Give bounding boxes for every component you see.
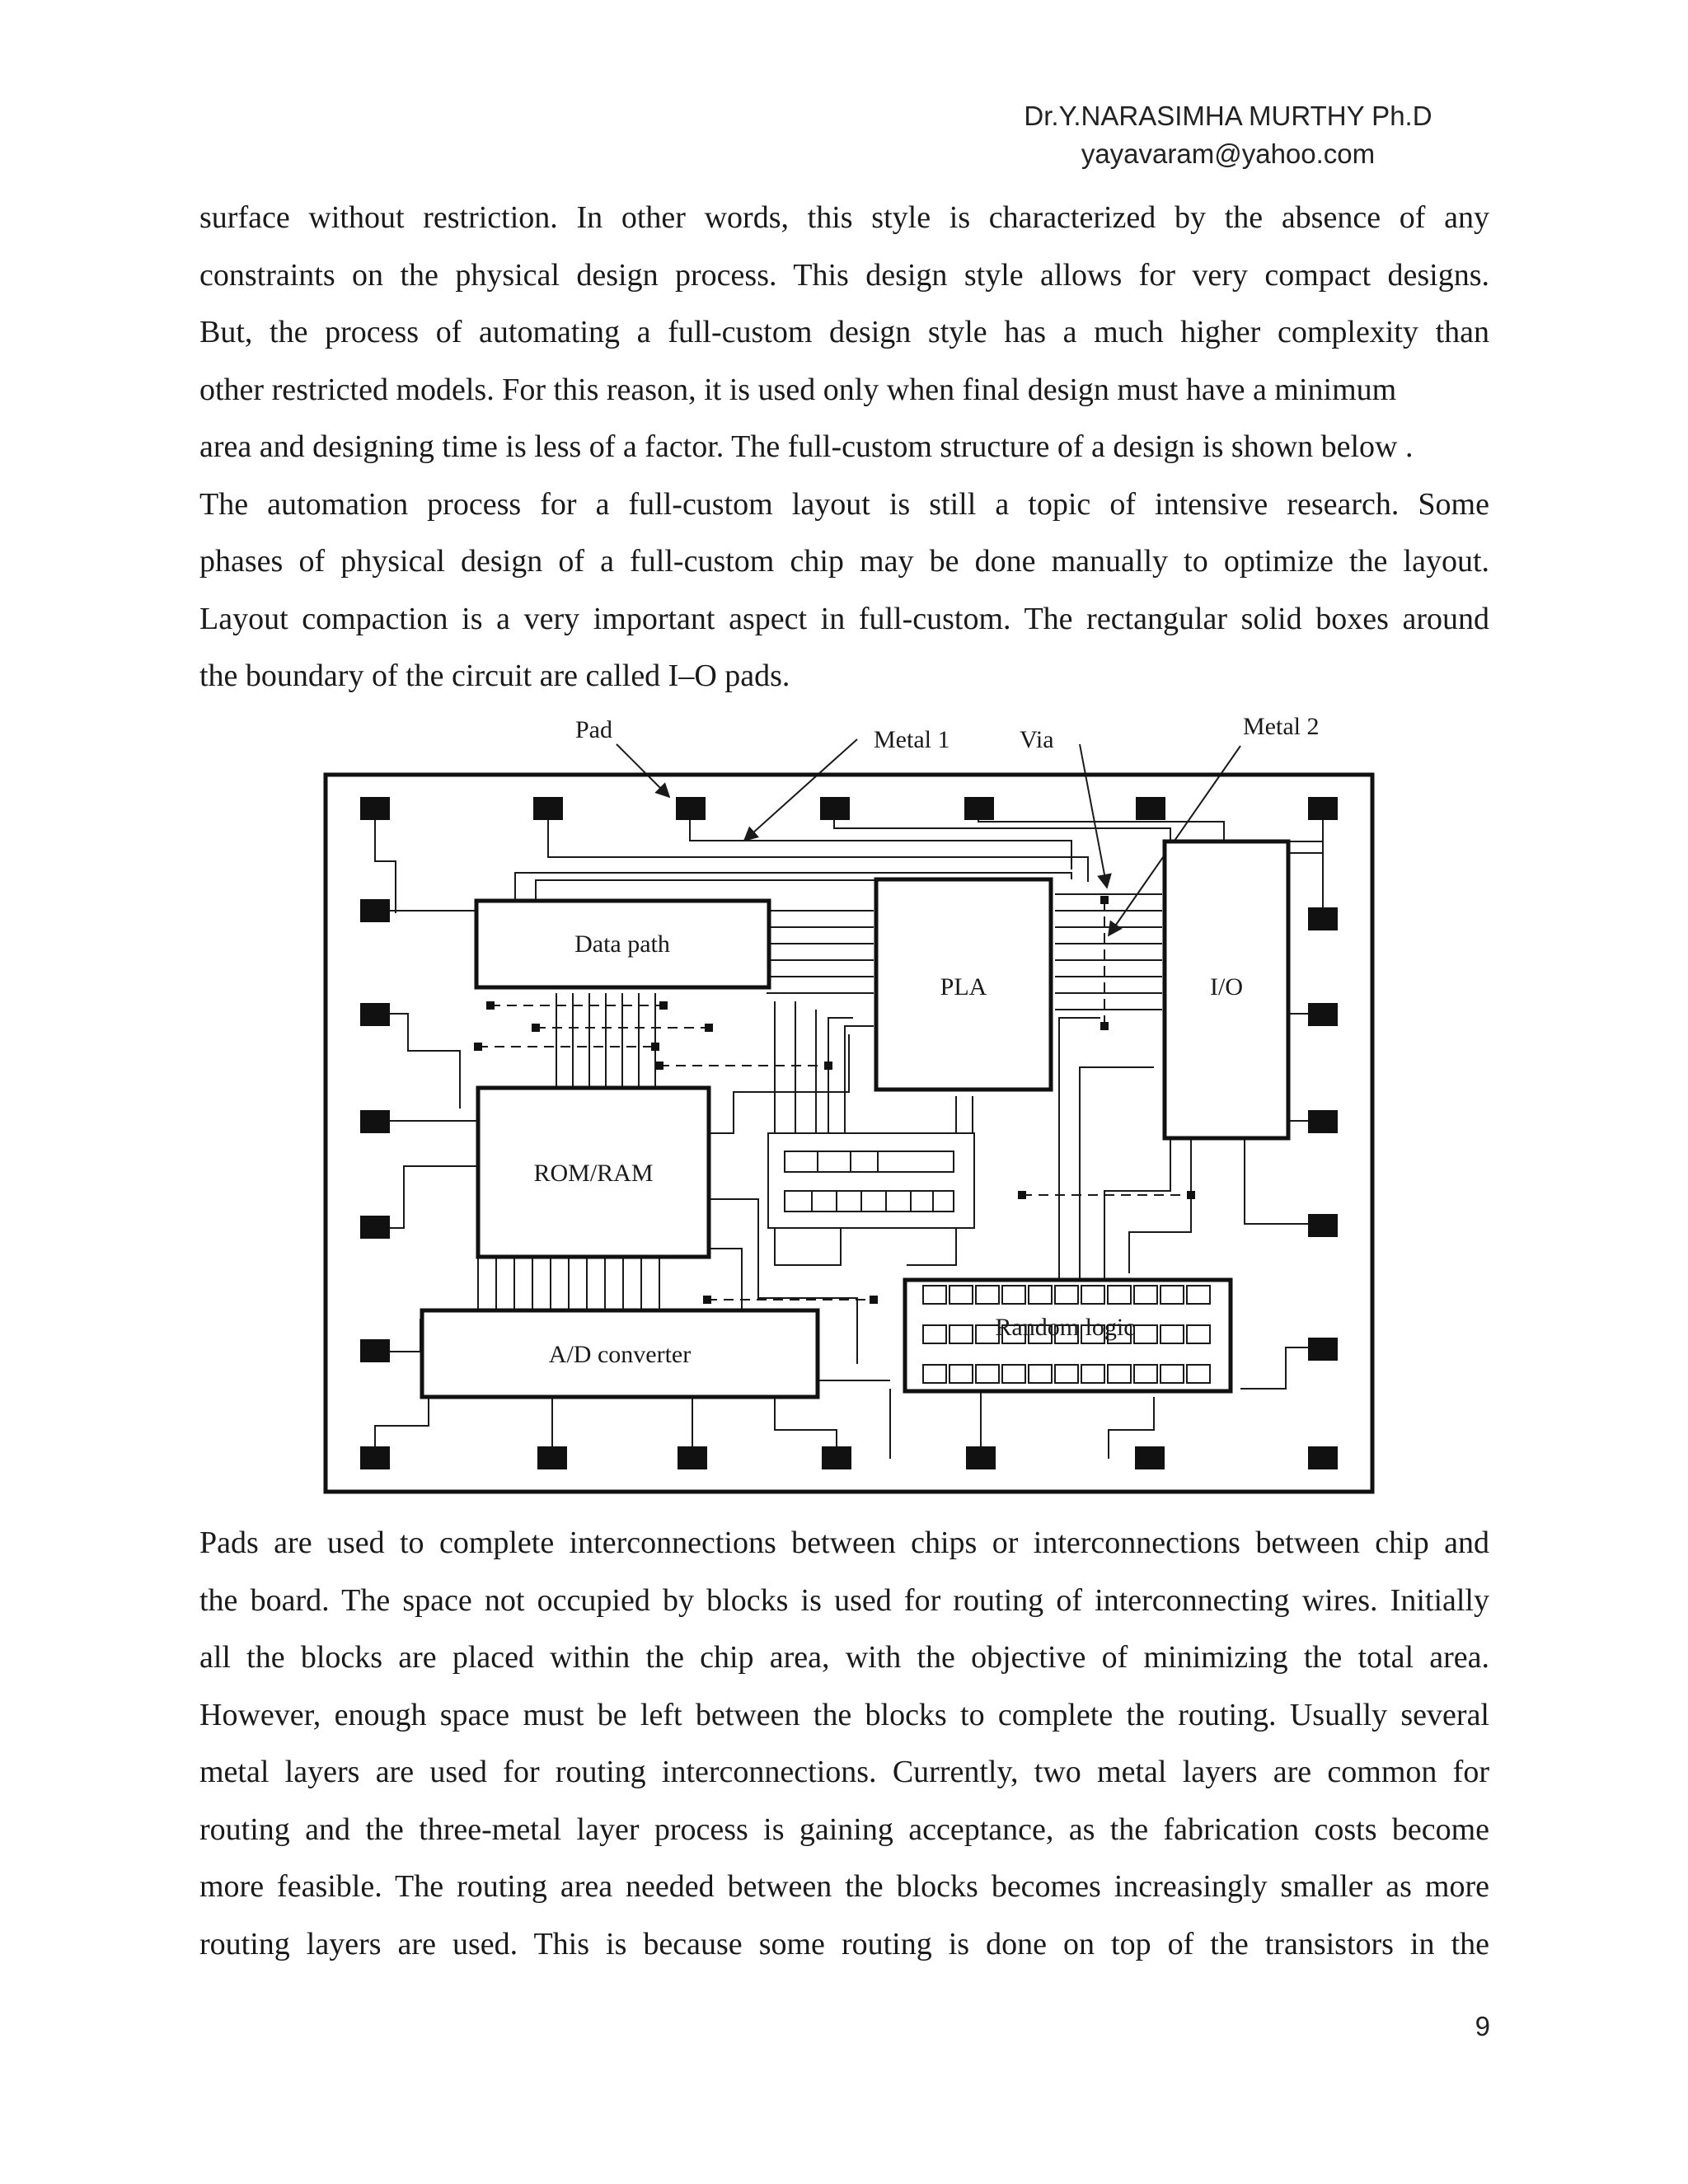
text-line: Layout compaction is a very important aspect in full-custom. The rectangular solid boxes around — [199, 601, 1489, 636]
pad — [360, 1216, 390, 1239]
pad — [360, 1003, 390, 1026]
block-romram — [478, 1088, 709, 1257]
pad — [1308, 907, 1338, 930]
pad — [360, 797, 390, 820]
body-paragraph-1 — [199, 190, 1489, 705]
text-line: other restricted models. For this reason, it is used only when final design must have a minimum — [199, 372, 1397, 407]
text-line: Pads are used to complete interconnections between chips or interconnections between chip and — [199, 1526, 1489, 1560]
pad — [1308, 1214, 1338, 1237]
text-line: surface without restriction. In other words, this style is characterized by the absence of any — [199, 200, 1489, 235]
pad — [1308, 1338, 1338, 1361]
pad — [820, 797, 850, 820]
callout-metal2: Metal 2 — [1243, 713, 1320, 740]
io-label: I/O — [1210, 973, 1243, 1001]
pad — [1136, 797, 1165, 820]
text-line: area and designing time is less of a factor. The full-custom structure of a design is shown below . — [199, 429, 1414, 464]
author-name: Dr.Y.NARASIMHA MURTHY Ph.D — [1024, 101, 1432, 131]
text-line: the boundary of the circuit are called I–O pads. — [199, 658, 790, 693]
text-line: The automation process for a full-custom layout is still a topic of intensive research. Some — [199, 486, 1489, 522]
callout-via: Via — [1020, 726, 1054, 753]
text-line: However, enough space must be left between the blocks to complete the routing. Usually several — [199, 1697, 1489, 1732]
text-line: the board. The space not occupied by blocks is used for routing of interconnecting wires. Initially — [199, 1582, 1489, 1618]
text-line: constraints on the physical design process. This design style allows for very compact designs. — [199, 257, 1489, 293]
pad — [360, 1446, 390, 1469]
pad — [966, 1446, 996, 1469]
text-line: routing and the three-metal layer process is gaining acceptance, as the fabrication costs become — [199, 1811, 1489, 1847]
page-header — [981, 97, 1475, 173]
text-line: phases of physical design of a full-custom chip may be done manually to optimize the layout. — [199, 544, 1489, 579]
pad — [964, 797, 994, 820]
full-custom-layout-figure — [313, 705, 1385, 1504]
metal1-arrow — [744, 739, 857, 841]
register-block — [768, 1133, 974, 1228]
pad — [678, 1446, 707, 1469]
datapath-label: Data path — [574, 930, 670, 958]
page-number: 9 — [1475, 2011, 1490, 2041]
body-paragraph-2 — [199, 1515, 1489, 1973]
pad — [822, 1446, 851, 1469]
via-arrow — [1080, 744, 1107, 888]
pla-label: PLA — [940, 973, 987, 1001]
pad-arrow — [617, 744, 669, 797]
block-pla — [876, 879, 1051, 1090]
pad — [1308, 1446, 1338, 1469]
text-line: metal layers are used for routing interconnections. Currently, two metal layers are common for — [199, 1755, 1489, 1789]
pad — [533, 797, 563, 820]
pad — [1308, 797, 1338, 820]
romram-label: ROM/RAM — [533, 1160, 654, 1187]
pad — [360, 1110, 390, 1133]
callout-metal1: Metal 1 — [874, 726, 950, 753]
pad — [1308, 1110, 1338, 1133]
random-logic-label: Random logic — [995, 1314, 1135, 1341]
pad — [1135, 1446, 1165, 1469]
text-line: all the blocks are placed within the chip area, with the objective of minimizing the total area. — [199, 1640, 1489, 1675]
pad — [360, 1339, 390, 1362]
block-adc — [422, 1310, 818, 1397]
text-line: routing layers are used. This is because some routing is done on top of the transistors in the — [199, 1926, 1489, 1961]
pad — [1308, 1003, 1338, 1026]
pad — [537, 1446, 567, 1469]
callout-pad: Pad — [575, 716, 612, 743]
author-email: yayavaram@yahoo.com — [1081, 138, 1376, 169]
text-line: But, the process of automating a full-custom design style has a much higher complexity than — [199, 315, 1489, 349]
adc-label: A/D converter — [548, 1341, 692, 1368]
text-line: more feasible. The routing area needed between the blocks becomes increasingly smaller as more — [199, 1869, 1489, 1904]
block-datapath — [476, 901, 769, 987]
pad — [676, 797, 706, 820]
block-io — [1165, 841, 1288, 1138]
pad — [360, 899, 390, 922]
block-random-logic — [905, 1280, 1231, 1391]
